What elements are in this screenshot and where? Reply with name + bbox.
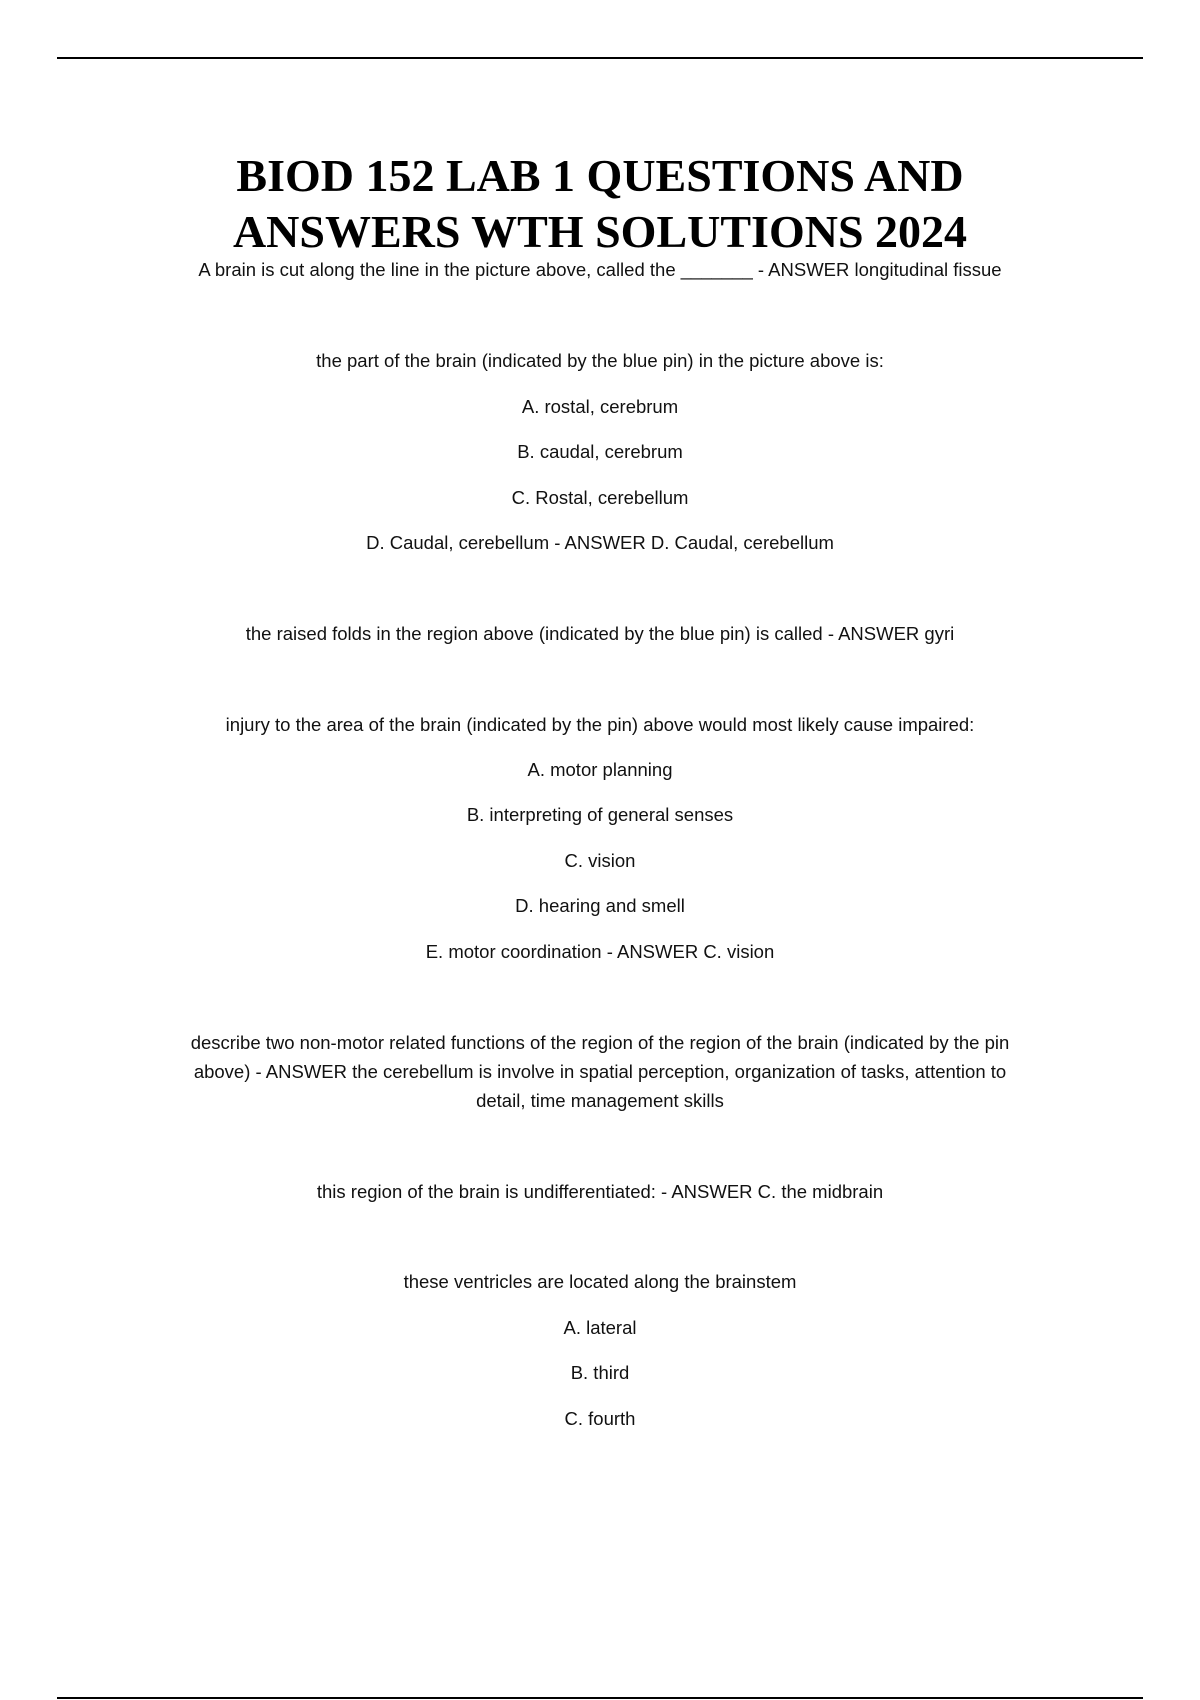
question-2-option: A. rostal, cerebrum [521,396,679,417]
bottom-rule [57,1697,1143,1699]
question-4-prompt: injury to the area of the brain (indicated by the pin) above would most likely cause impaired: [225,714,975,735]
title-line-2: ANSWERS WTH SOLUTIONS 2024 [232,206,968,257]
question-7-option: B. third [570,1362,630,1383]
document-title [80,148,1120,260]
question-6: this region of the brain is undifferentiated: - ANSWER C. the midbrain [316,1181,884,1202]
question-2-option: C. Rostal, cerebellum [511,487,689,508]
question-5-line-3: detail, time management skills [476,1090,724,1111]
question-7-prompt: these ventricles are located along the brainstem [403,1271,797,1292]
question-5-line-2: above) - ANSWER the cerebellum is involve in spatial perception, organization of tasks, attention to [193,1061,1007,1082]
top-rule [57,57,1143,59]
question-4-option: B. interpreting of general senses [466,804,734,825]
question-5-line-1: describe two non-motor related functions of the region of the region of the brain (indicated by the pin [190,1032,1010,1053]
question-4-option: C. vision [564,850,636,871]
question-2-prompt: the part of the brain (indicated by the blue pin) in the picture above is: [316,350,884,371]
question-3: the raised folds in the region above (indicated by the blue pin) is called - ANSWER gyri [245,623,955,644]
question-7-option: A. lateral [563,1317,637,1338]
question-2-option: B. caudal, cerebrum [517,441,683,462]
title-line-1: BIOD 152 LAB 1 QUESTIONS AND [236,150,964,201]
question-7-option: C. fourth [564,1408,636,1429]
question-1: A brain is cut along the line in the picture above, called the _______ - ANSWER longitudinal fissue [198,259,1002,280]
question-4-option: D. hearing and smell [515,895,685,916]
question-4-option-answer: E. motor coordination - ANSWER C. vision [425,941,775,962]
question-4-option: A. motor planning [527,759,673,780]
question-2-option-answer: D. Caudal, cerebellum - ANSWER D. Caudal, cerebellum [366,532,834,553]
